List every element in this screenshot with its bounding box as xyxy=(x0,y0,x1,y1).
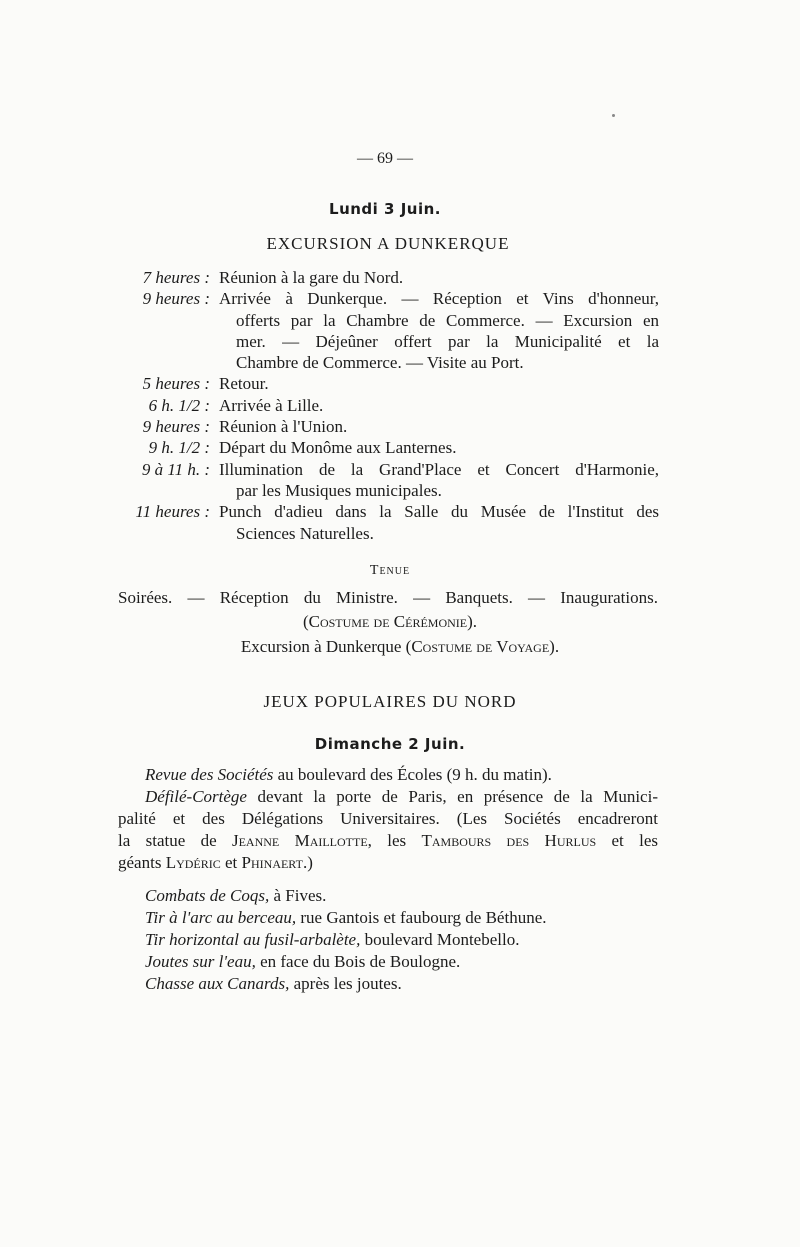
monday-title: Lundi 3 Juin. xyxy=(329,200,441,218)
schedule-time: 9 h. 1/2 : xyxy=(148,438,210,458)
game-item xyxy=(145,952,547,974)
schedule-desc: Illumination de la Grand'Place et Concert d'Harmonie, xyxy=(219,459,659,479)
schedule-desc: mer. — Déjeûner offert par la Municipalité et la xyxy=(236,331,659,351)
schedule-continuation xyxy=(0,481,800,502)
schedule-time: 7 heures : xyxy=(142,268,210,287)
schedule-entry xyxy=(0,268,800,289)
game-place: à Fives. xyxy=(269,886,327,905)
game-item xyxy=(145,886,547,908)
schedule-entry xyxy=(0,396,800,417)
schedule-desc: Punch d'adieu dans la Salle du Musée de l'Institut des xyxy=(219,502,659,522)
schedule-desc: Départ du Monôme aux Lanternes. xyxy=(219,438,457,458)
paren: ). xyxy=(549,637,560,656)
defile-line xyxy=(118,853,658,875)
page-number: — 69 — xyxy=(357,150,413,167)
tambours-des-hurlus: Tambours des Hurlus xyxy=(421,831,597,850)
schedule-desc: offerts par la Chambre de Commerce. — Excursion en xyxy=(236,310,659,330)
phinaert: Phinaert xyxy=(241,853,303,872)
defile-line: palité et des Délégations Universitaires. (Les Sociétés encadreront xyxy=(118,809,658,828)
revue-line xyxy=(118,765,658,787)
jeux-heading: JEUX POPULAIRES DU NORD xyxy=(263,692,517,711)
schedule-time: 11 heures : xyxy=(135,502,210,522)
tenue-line xyxy=(0,637,800,657)
schedule-entry xyxy=(0,502,800,523)
tenue-line: Soirées. — Réception du Ministre. — Banquets. — Inaugurations. xyxy=(118,588,658,607)
schedule-entry xyxy=(0,438,800,459)
schedule-time: 9 heures : xyxy=(142,289,210,309)
schedule-time: 6 h. 1/2 : xyxy=(148,395,210,415)
defile-text: devant la porte de Paris, en présence de la Munici- xyxy=(246,787,658,806)
games-list xyxy=(145,886,547,996)
game-name: Chasse aux Canards, xyxy=(145,974,290,993)
game-name: Tir horizontal au fusil-arbalète, xyxy=(145,930,361,949)
tenue-heading: Tenue xyxy=(369,563,411,578)
schedule-continuation xyxy=(0,332,800,353)
schedule-desc: Réunion à la gare du Nord. xyxy=(219,268,404,287)
paren: ). xyxy=(467,612,478,631)
game-name: Tir à l'arc au berceau, xyxy=(145,908,297,927)
paper-speck xyxy=(612,114,615,117)
revue-label: Revue des Sociétés xyxy=(145,765,274,784)
defile-text: la statue de xyxy=(118,831,232,850)
defile-text: géants xyxy=(118,853,166,872)
schedule-continuation xyxy=(0,353,800,374)
jeanne-maillotte: Jeanne Maillotte xyxy=(231,831,368,850)
game-place: rue Gantois et faubourg de Béthune. xyxy=(296,908,547,927)
defile-line xyxy=(118,831,658,853)
game-name: Joutes sur l'eau, xyxy=(145,952,256,971)
schedule-list xyxy=(0,268,800,545)
schedule-desc: Sciences Naturelles. xyxy=(236,523,374,543)
schedule-desc: Réunion à l'Union. xyxy=(219,417,348,437)
revue-text: au boulevard des Écoles (9 h. du matin). xyxy=(273,765,552,784)
schedule-desc: Arrivée à Lille. xyxy=(219,395,324,415)
schedule-continuation xyxy=(0,311,800,332)
game-name: Combats de Coqs, xyxy=(145,886,270,905)
costume-voyage: Costume de Voyage xyxy=(411,637,550,656)
schedule-entry xyxy=(0,289,800,310)
game-item xyxy=(145,974,547,996)
defile-label: Défilé-Cortège xyxy=(145,787,247,806)
defile-line xyxy=(118,787,658,809)
schedule-desc: Arrivée à Dunkerque. — Réception et Vins d'honneur, xyxy=(219,289,659,309)
sunday-title: Dimanche 2 Juin. xyxy=(314,735,466,753)
game-item xyxy=(145,930,547,952)
game-place: boulevard Montebello. xyxy=(360,930,520,949)
costume-ceremonie: Costume de Cérémonie xyxy=(308,612,468,631)
defile-text: , les xyxy=(367,831,422,850)
schedule-entry xyxy=(0,417,800,438)
jeux-paragraph xyxy=(118,765,658,875)
schedule-entry xyxy=(0,374,800,395)
schedule-desc: par les Musiques municipales. xyxy=(236,480,442,500)
schedule-time: 9 à 11 h. : xyxy=(141,459,210,479)
game-place: en face du Bois de Boulogne. xyxy=(255,952,461,971)
lyderic: Lydéric xyxy=(165,853,221,872)
schedule-desc: Retour. xyxy=(219,374,269,394)
schedule-desc: Chambre de Commerce. — Visite au Port. xyxy=(236,353,524,373)
tenue-line xyxy=(0,612,780,632)
defile-text: .) xyxy=(302,853,313,872)
schedule-continuation xyxy=(0,524,800,545)
defile-text: et les xyxy=(596,831,658,850)
paren: ( xyxy=(302,612,309,631)
excursion-text: Excursion à Dunkerque ( xyxy=(240,637,412,656)
game-item xyxy=(145,908,547,930)
schedule-time: 9 heures : xyxy=(142,417,210,437)
schedule-entry xyxy=(0,460,800,481)
defile-text: et xyxy=(220,853,242,872)
game-place: après les joutes. xyxy=(289,974,402,993)
excursion-heading: EXCURSION A DUNKERQUE xyxy=(266,234,510,253)
schedule-time: 5 heures : xyxy=(142,374,210,394)
